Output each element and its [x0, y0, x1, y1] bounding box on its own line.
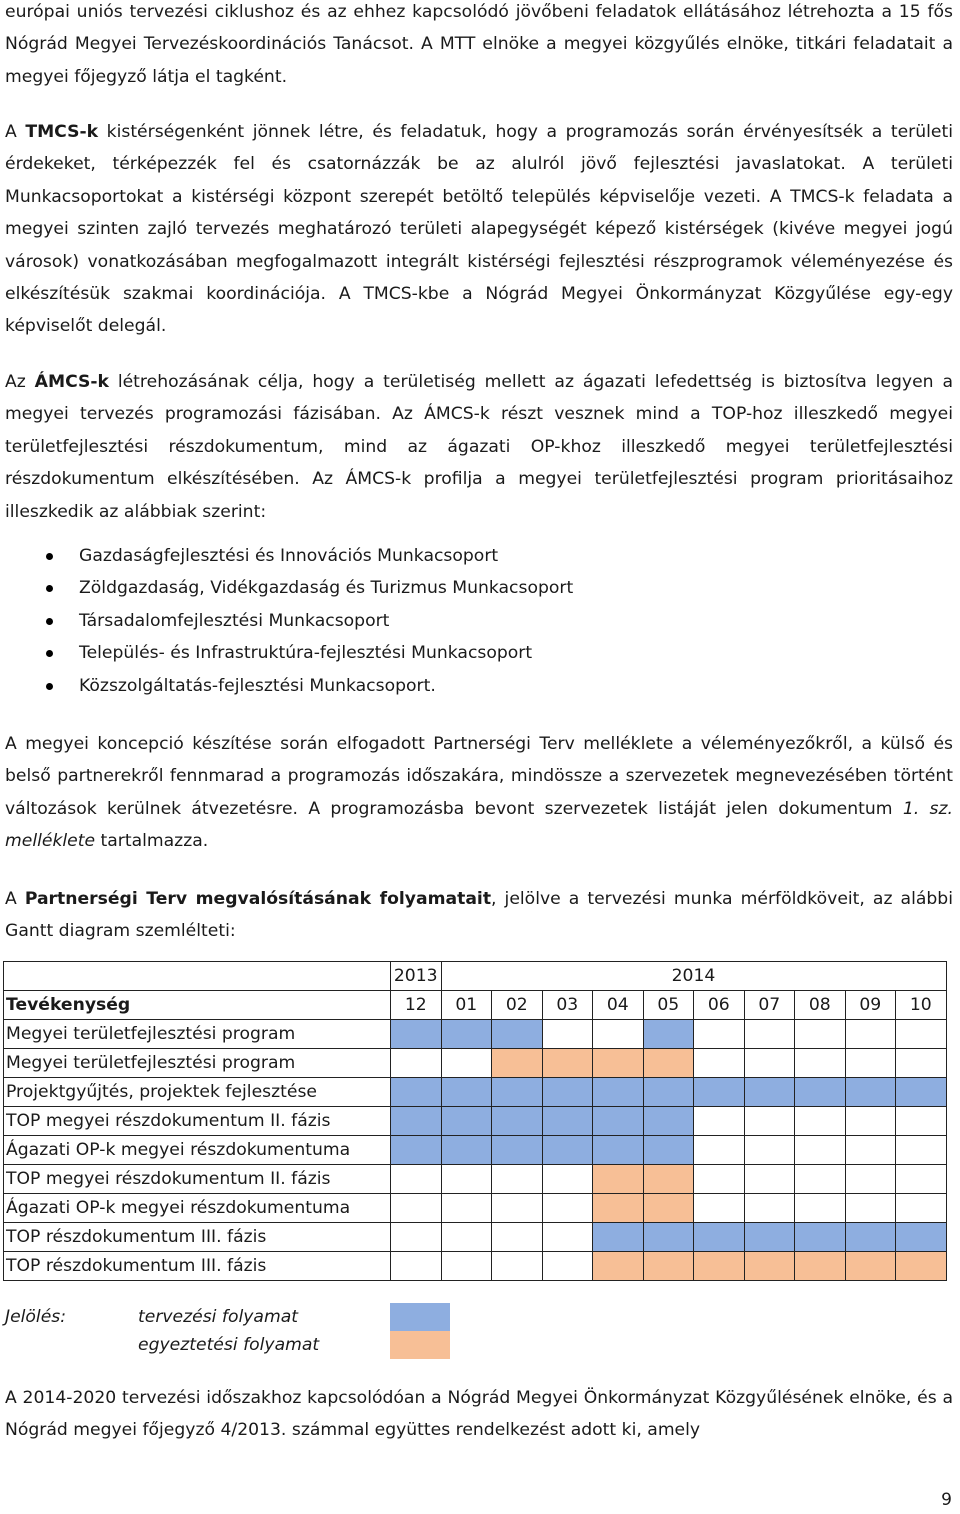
- list-item: [0, 540, 948, 572]
- planning-cell: [744, 1223, 795, 1252]
- page-number: 9: [941, 1490, 952, 1510]
- month-header: 07: [744, 991, 795, 1020]
- tmcs-term: TMCS-k: [25, 122, 99, 142]
- empty-cell: [744, 1020, 795, 1049]
- list-item: [0, 637, 948, 669]
- activity-label: Megyei területfejlesztési program: [4, 1020, 391, 1049]
- planning-cell: [694, 1223, 745, 1252]
- planning-cell: [593, 1107, 644, 1136]
- planning-cell: [492, 1136, 543, 1165]
- list-item: [0, 670, 948, 702]
- planning-cell: [441, 1078, 492, 1107]
- empty-cell: [441, 1194, 492, 1223]
- planning-cell: [441, 1107, 492, 1136]
- empty-cell: [795, 1194, 846, 1223]
- empty-cell: [391, 1223, 442, 1252]
- empty-cell: [441, 1252, 492, 1281]
- empty-cell: [845, 1020, 896, 1049]
- planning-cell: [542, 1078, 593, 1107]
- planning-cell: [542, 1107, 593, 1136]
- consultation-cell: [694, 1252, 745, 1281]
- empty-cell: [694, 1020, 745, 1049]
- empty-cell: [845, 1107, 896, 1136]
- gantt-row: [4, 1223, 947, 1252]
- planning-cell: [492, 1020, 543, 1049]
- empty-cell: [744, 1049, 795, 1078]
- gantt-corner-cell: [4, 962, 391, 991]
- activity-label: Megyei területfejlesztési program: [4, 1049, 391, 1078]
- intro-text: európai uniós tervezési ciklushoz és az ehhez kapcsolódó jövőbeni feladatok ellátásához létrehozta a 15 fős Nógrád Megyei Tervezéskoordinációs Tanácsot. A MTT elnöke a megyei közgyűlés elnöke, titkári feladatait a megyei főjegyző látja el tagként.: [5, 2, 953, 87]
- consultation-cell: [593, 1165, 644, 1194]
- planning-cell: [593, 1223, 644, 1252]
- planning-cell: [391, 1078, 442, 1107]
- legend-consultation-label: egyeztetési folyamat: [138, 1335, 320, 1355]
- partner-text-end: tartalmazza.: [95, 831, 209, 852]
- gantt-intro-text: , jelölve a tervezési munka mérföldköveit, az alábbi Gantt diagram szemlélteti:: [5, 889, 953, 942]
- partner-text: A megyei koncepció készítése során elfogadott Partnerségi Terv melléklete a véleményezőkről, a külső és belső partnerekről fennmarad a programozás időszakára, mindössze a szervezetek megnevezésében történt változások kerülnek átvezetésre. A programozásba bevont szervezetek listáját jelen dokumentum: [5, 734, 953, 819]
- gantt-row: [4, 1165, 947, 1194]
- planning-cell: [542, 1136, 593, 1165]
- activity-label: Ágazati OP-k megyei részdokumentuma: [4, 1194, 391, 1223]
- consultation-cell: [795, 1252, 846, 1281]
- gantt-intro-pre: A: [5, 889, 25, 909]
- empty-cell: [845, 1136, 896, 1165]
- planning-cell: [391, 1107, 442, 1136]
- list-item-text: Zöldgazdaság, Vidékgazdaság és Turizmus Munkacsoport: [79, 578, 574, 599]
- legend-planning-swatch: [390, 1303, 450, 1331]
- consultation-cell: [896, 1252, 947, 1281]
- activity-label: TOP megyei részdokumentum II. fázis: [4, 1107, 391, 1136]
- empty-cell: [542, 1165, 593, 1194]
- month-header: 06: [694, 991, 745, 1020]
- gantt-year-row: [4, 962, 947, 991]
- activity-label: TOP részdokumentum III. fázis: [4, 1252, 391, 1281]
- month-header: 02: [492, 991, 543, 1020]
- empty-cell: [694, 1136, 745, 1165]
- empty-cell: [492, 1165, 543, 1194]
- planning-cell: [744, 1078, 795, 1107]
- planning-cell: [643, 1136, 694, 1165]
- empty-cell: [441, 1165, 492, 1194]
- closing-paragraph: [5, 1382, 953, 1447]
- planning-cell: [643, 1223, 694, 1252]
- planning-cell: [643, 1020, 694, 1049]
- planning-cell: [441, 1020, 492, 1049]
- bullet-icon: [46, 650, 53, 657]
- planning-cell: [441, 1136, 492, 1165]
- activity-label: Projektgyűjtés, projektek fejlesztése: [4, 1078, 391, 1107]
- year-2014-cell: 2014: [441, 962, 946, 991]
- empty-cell: [391, 1049, 442, 1078]
- planning-cell: [845, 1223, 896, 1252]
- amcs-paragraph: [5, 366, 953, 528]
- empty-cell: [795, 1136, 846, 1165]
- planning-cell: [391, 1020, 442, 1049]
- activity-label: TOP megyei részdokumentum II. fázis: [4, 1165, 391, 1194]
- empty-cell: [795, 1049, 846, 1078]
- month-header: 01: [441, 991, 492, 1020]
- empty-cell: [744, 1194, 795, 1223]
- consultation-cell: [593, 1049, 644, 1078]
- empty-cell: [694, 1194, 745, 1223]
- empty-cell: [694, 1049, 745, 1078]
- bullet-icon: [46, 618, 53, 625]
- activity-header: Tevékenység: [4, 991, 391, 1020]
- closing-text: A 2014-2020 tervezési időszakhoz kapcsolódóan a Nógrád Megyei Önkormányzat Közgyűlésének elnöke, és a Nógrád megyei főjegyző 4/2013. számmal együttes rendelkezést adott ki, amely: [5, 1388, 953, 1441]
- empty-cell: [492, 1194, 543, 1223]
- list-item: [0, 572, 948, 604]
- planning-cell: [593, 1136, 644, 1165]
- gantt-row: [4, 1107, 947, 1136]
- empty-cell: [542, 1223, 593, 1252]
- empty-cell: [694, 1107, 745, 1136]
- empty-cell: [542, 1194, 593, 1223]
- legend-planning-label: tervezési folyamat: [138, 1307, 298, 1327]
- consultation-cell: [492, 1049, 543, 1078]
- empty-cell: [896, 1020, 947, 1049]
- gantt-row: [4, 1194, 947, 1223]
- gantt-table: [3, 961, 947, 1281]
- list-item-text: Társadalomfejlesztési Munkacsoport: [79, 610, 390, 631]
- consultation-cell: [593, 1252, 644, 1281]
- consultation-cell: [744, 1252, 795, 1281]
- list-item: [0, 605, 948, 637]
- legend-consultation-swatch: [390, 1331, 450, 1359]
- empty-cell: [391, 1252, 442, 1281]
- gantt-intro-paragraph: [5, 883, 953, 948]
- bullet-icon: [46, 553, 53, 560]
- planning-cell: [896, 1223, 947, 1252]
- empty-cell: [744, 1107, 795, 1136]
- empty-cell: [845, 1194, 896, 1223]
- empty-cell: [896, 1136, 947, 1165]
- empty-cell: [845, 1165, 896, 1194]
- consultation-cell: [593, 1194, 644, 1223]
- amcs-text: létrehozásának célja, hogy a területiség mellett az ágazati lefedettség is biztosítva legyen a megyei tervezés programozási fázisában. Az ÁMCS-k részt vesznek mind a TOP-hoz illeszkedő megyei területfejlesztési részdokumentum, mind az ágazati OP-khoz illeszkedő megyei területfejlesztési részdokumentum elkészítésében. Az ÁMCS-k profilja a megyei területfejlesztési program prioritásaihoz illeszkedik az alábbiak szerint:: [5, 372, 953, 522]
- gantt-intro-term: Partnerségi Terv megvalósításának folyamatait: [24, 889, 492, 909]
- planning-cell: [593, 1078, 644, 1107]
- planning-cell: [694, 1078, 745, 1107]
- month-header: 09: [845, 991, 896, 1020]
- tmcs-text: kistérségenként jönnek létre, és feladatuk, hogy a programozás során érvényesítsék a területi érdekeket, térképezzék fel és csatornázzák be az alulról jövő fejlesztési javaslatokat. A területi Munkacsoportokat a kistérségi központ szerepét betöltő település képviselője vezeti. A TMCS-k feladata a megyei szinten zajló tervezés meghatározó területi alapegységét képező kistérségek (kivéve megyei jogú városok) vonatkozásában megfogalmazott integrált kistérségi fejlesztési részprogramok véleményezése és elkészítésük szakmai koordinációja. A TMCS-kbe a Nógrád Megyei Önkormányzat Közgyűlése egy-egy képviselőt delegál.: [5, 122, 953, 337]
- empty-cell: [845, 1049, 896, 1078]
- gantt-row: [4, 1020, 947, 1049]
- empty-cell: [694, 1165, 745, 1194]
- empty-cell: [896, 1107, 947, 1136]
- planning-cell: [391, 1136, 442, 1165]
- partner-paragraph: [5, 728, 953, 858]
- empty-cell: [492, 1223, 543, 1252]
- amcs-pre: Az: [5, 372, 35, 392]
- empty-cell: [492, 1252, 543, 1281]
- month-header: 12: [391, 991, 442, 1020]
- consultation-cell: [542, 1049, 593, 1078]
- list-item-text: Közszolgáltatás-fejlesztési Munkacsoport.: [79, 675, 436, 696]
- list-item-text: Település- és Infrastruktúra-fejlesztési Munkacsoport: [79, 643, 533, 664]
- consultation-cell: [643, 1165, 694, 1194]
- empty-cell: [593, 1020, 644, 1049]
- tmcs-pre: A: [5, 122, 26, 142]
- consultation-cell: [643, 1049, 694, 1078]
- month-header: 10: [896, 991, 947, 1020]
- empty-cell: [896, 1049, 947, 1078]
- legend-title: Jelölés:: [5, 1307, 67, 1327]
- consultation-cell: [643, 1252, 694, 1281]
- empty-cell: [542, 1020, 593, 1049]
- empty-cell: [391, 1165, 442, 1194]
- list-item-text: Gazdaságfejlesztési és Innovációs Munkacsoport: [79, 546, 499, 566]
- gantt-row: [4, 1252, 947, 1281]
- month-header: 05: [643, 991, 694, 1020]
- annex-reference: 1. sz. melléklete: [5, 798, 953, 852]
- gantt-month-row: [4, 991, 947, 1020]
- activity-label: Ágazati OP-k megyei részdokumentuma: [4, 1136, 391, 1165]
- empty-cell: [391, 1194, 442, 1223]
- empty-cell: [896, 1165, 947, 1194]
- planning-cell: [795, 1078, 846, 1107]
- activity-label: TOP részdokumentum III. fázis: [4, 1223, 391, 1252]
- workgroup-list: [0, 540, 948, 702]
- planning-cell: [643, 1078, 694, 1107]
- gantt-row: [4, 1049, 947, 1078]
- empty-cell: [795, 1107, 846, 1136]
- planning-cell: [643, 1107, 694, 1136]
- empty-cell: [441, 1223, 492, 1252]
- planning-cell: [492, 1078, 543, 1107]
- planning-cell: [845, 1078, 896, 1107]
- empty-cell: [795, 1165, 846, 1194]
- planning-cell: [492, 1107, 543, 1136]
- empty-cell: [896, 1194, 947, 1223]
- month-header: 03: [542, 991, 593, 1020]
- consultation-cell: [643, 1194, 694, 1223]
- empty-cell: [744, 1136, 795, 1165]
- tmcs-paragraph: [5, 116, 953, 343]
- year-2013-cell: 2013: [391, 962, 442, 991]
- month-header: 04: [593, 991, 644, 1020]
- planning-cell: [896, 1078, 947, 1107]
- gantt-row: [4, 1136, 947, 1165]
- amcs-term: ÁMCS-k: [34, 372, 109, 392]
- empty-cell: [441, 1049, 492, 1078]
- consultation-cell: [845, 1252, 896, 1281]
- bullet-icon: [46, 585, 53, 592]
- empty-cell: [744, 1165, 795, 1194]
- gantt-row: [4, 1078, 947, 1107]
- month-header: 08: [795, 991, 846, 1020]
- empty-cell: [542, 1252, 593, 1281]
- intro-paragraph: [5, 0, 953, 93]
- bullet-icon: [46, 683, 53, 690]
- planning-cell: [795, 1223, 846, 1252]
- empty-cell: [795, 1020, 846, 1049]
